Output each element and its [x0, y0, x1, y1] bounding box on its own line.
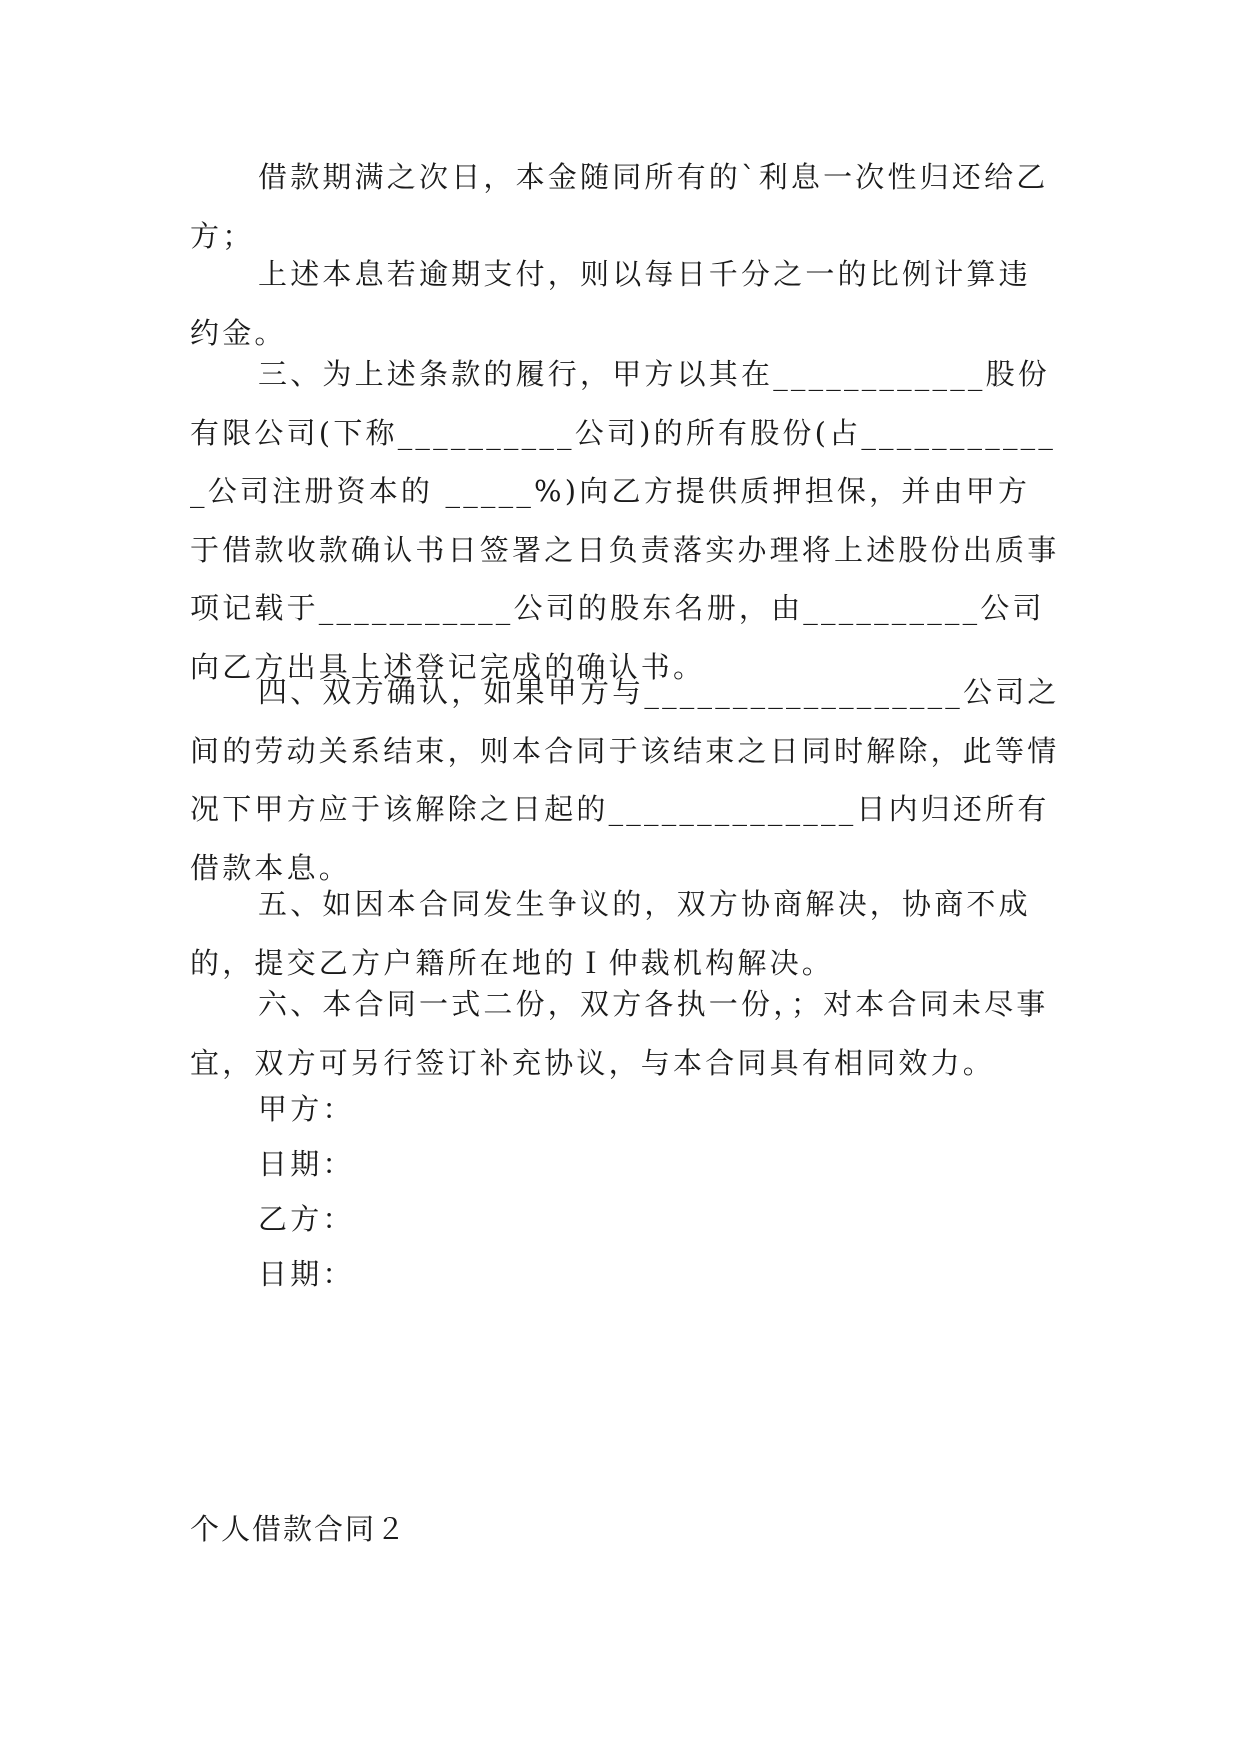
paragraph-clause-5-dispute: 五、如因本合同发生争议的，双方协商解决，协商不成的，提交乙方户籍所在地的Ｉ仲裁机构解决。	[190, 887, 1031, 980]
paragraph-clause-6-copies: 六、本合同一式二份，双方各执一份，；对本合同未尽事宜，双方可另行签订补充协议，与本合同具有相同效力。	[190, 987, 1049, 1080]
signature-date-b: 日期：	[258, 1257, 355, 1291]
signature-party-b: 乙方：	[258, 1202, 355, 1236]
next-contract-title: 个人借款合同２	[190, 1512, 408, 1546]
paragraph-clause-3-pledge: 三、为上述条款的履行，甲方以其在____________股份有限公司(下称__________公司)的所有股份(占____________公司注册资本的 _____%)向乙方提供质押担保，并由甲方于借款收款确认书日签署之日负责落实办理将上述股份出质事项记载于___________公司的股东名册，由__________公司向乙方出具上述登记完成的确认书。	[190, 357, 1060, 684]
paragraph-repayment-date: 借款期满之次日，本金随同所有的`利息一次性归还给乙方；	[190, 160, 1049, 253]
paragraph-penalty: 上述本息若逾期支付，则以每日千分之一的比例计算违约金。	[190, 257, 1031, 350]
signature-party-a: 甲方：	[258, 1092, 355, 1126]
paragraph-clause-4-termination: 四、双方确认，如果甲方与__________________公司之间的劳动关系结束，则本合同于该结束之日同时解除，此等情况下甲方应于该解除之日起的______________日内归还所有借款本息。	[190, 675, 1060, 885]
signature-date-a: 日期：	[258, 1147, 355, 1181]
